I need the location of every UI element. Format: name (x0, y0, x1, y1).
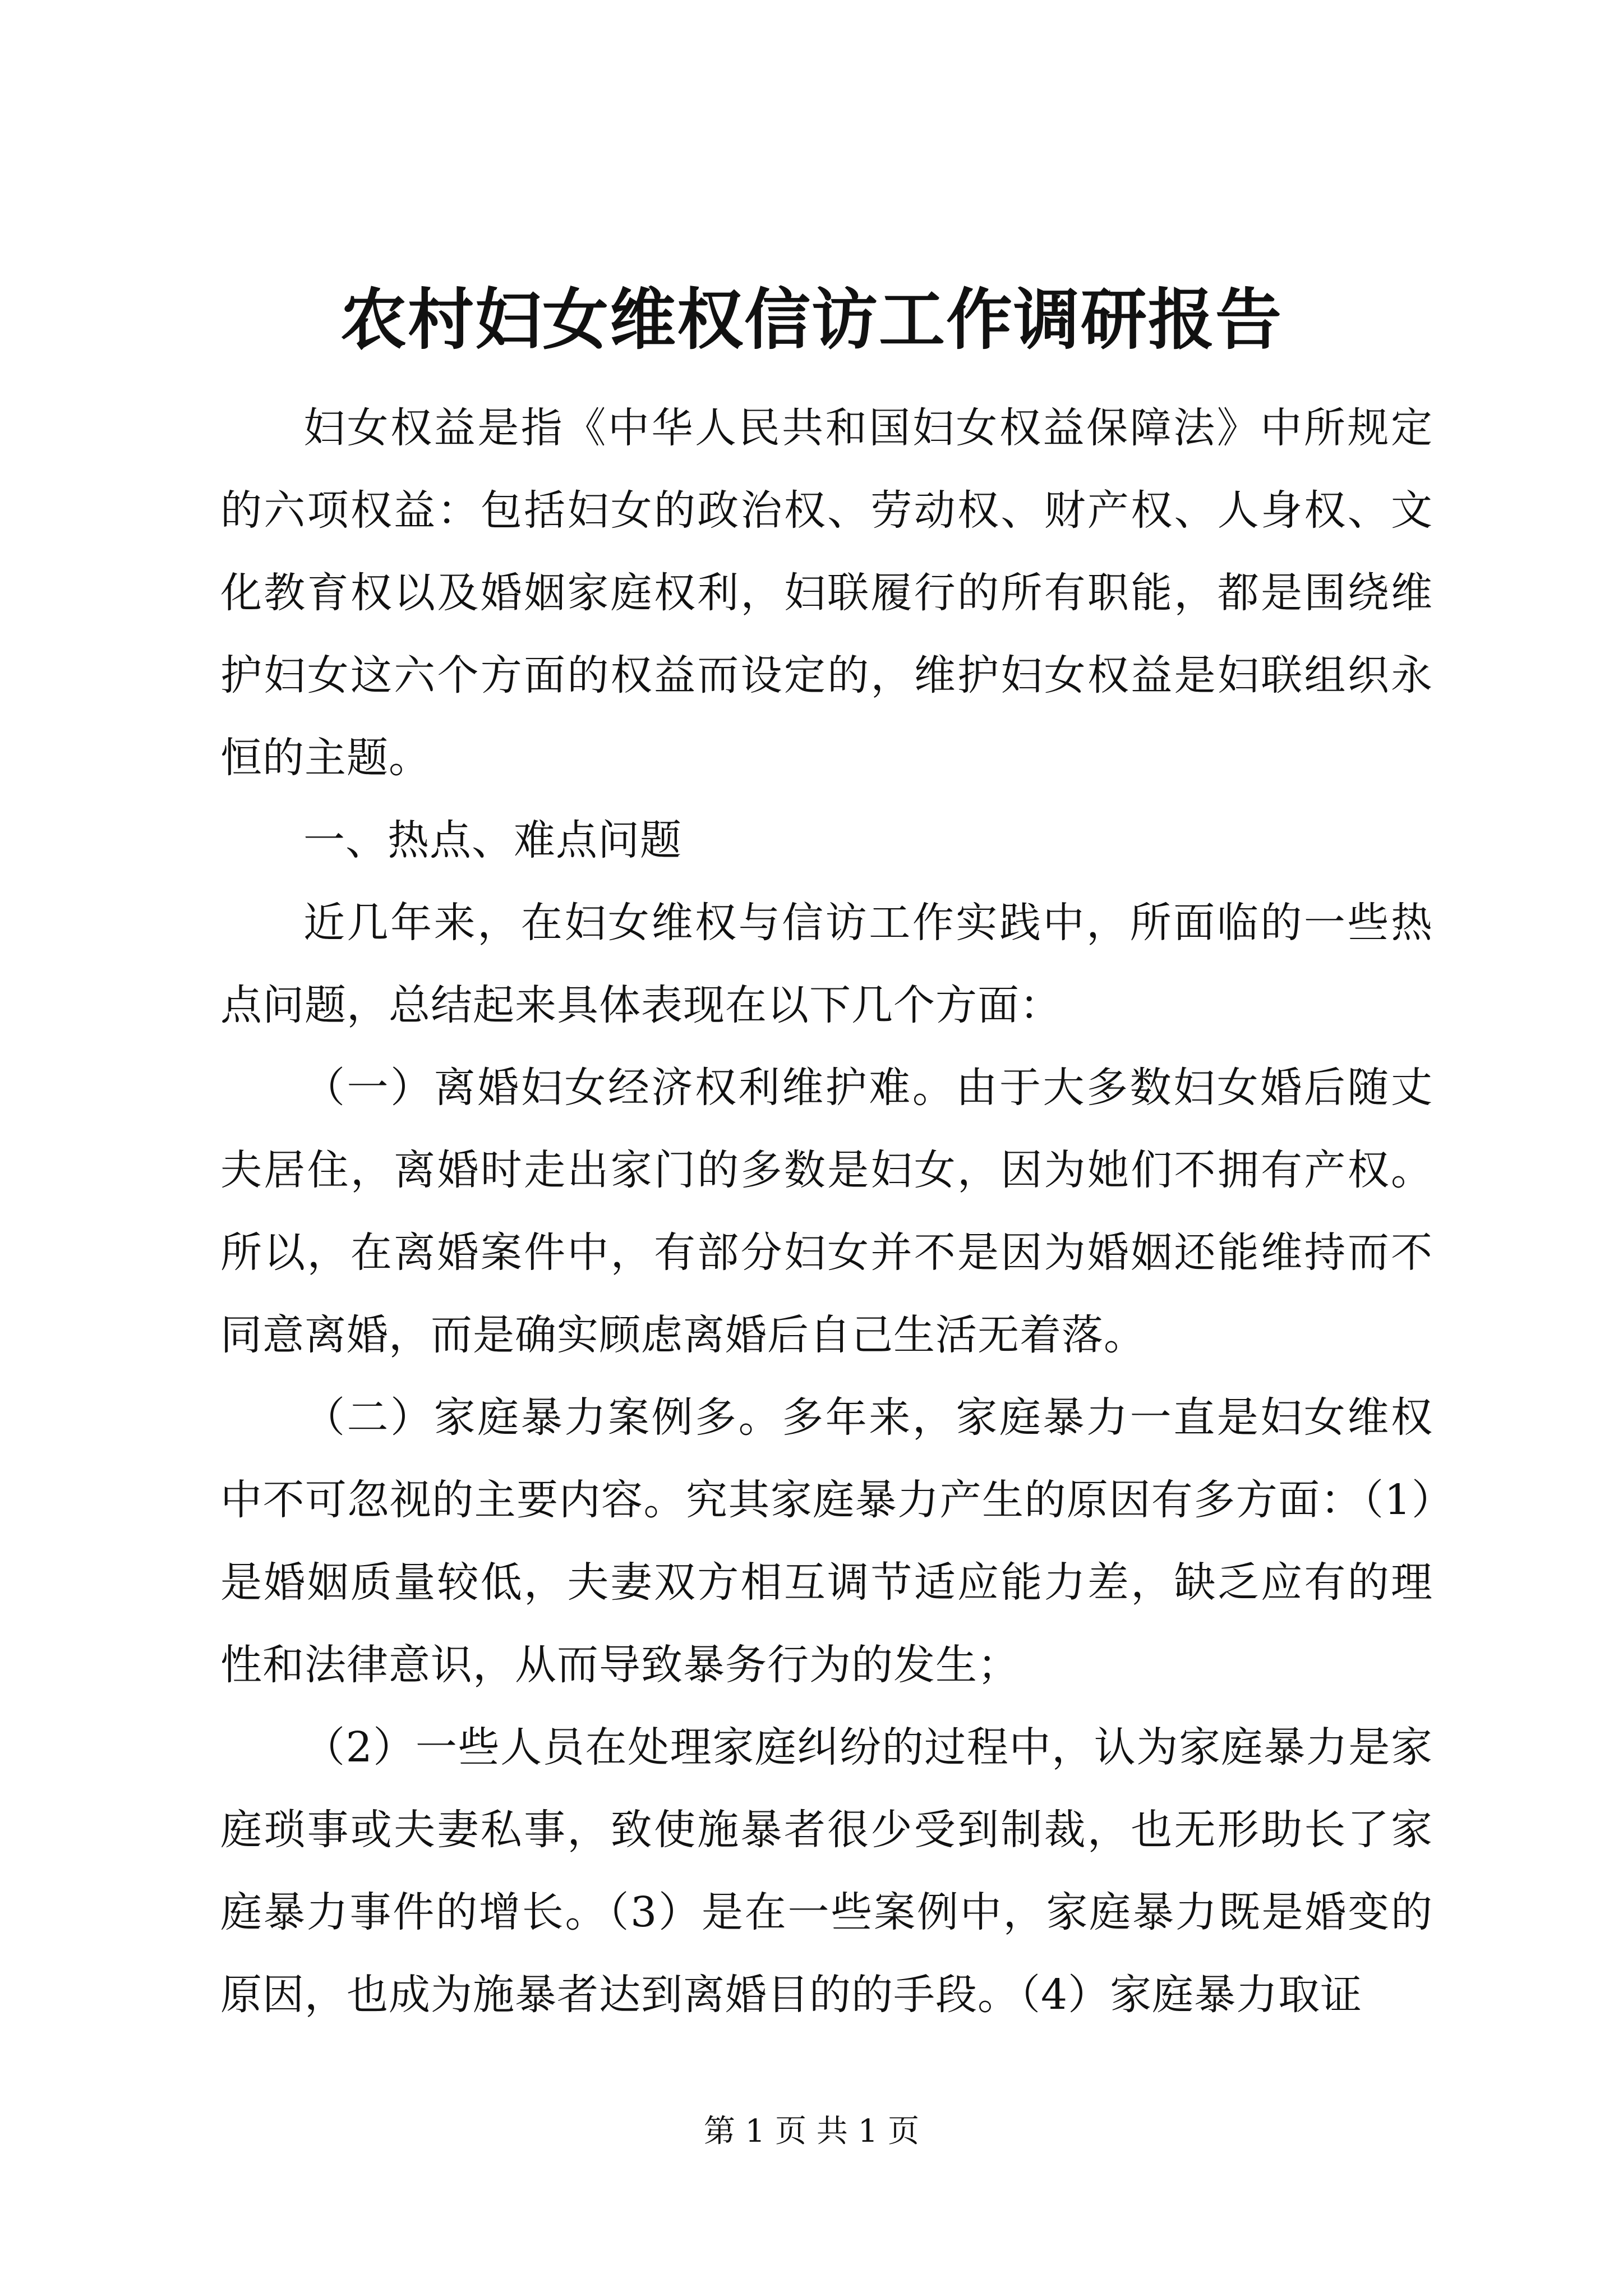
paragraph-overview: 近几年来，在妇女维权与信访工作实践中，所面临的一些热点问题，总结起来具体表现在以下几个方面： (220, 899, 1433, 1029)
section-heading: 一、热点、难点问题 (303, 816, 682, 864)
document-body (220, 387, 1433, 2036)
document-title: 农村妇女维权信访工作调研报告 (340, 280, 1283, 358)
paragraph-point-2: （二）家庭暴力案例多。多年来，家庭暴力一直是妇女维权中不可忽视的主要内容。究其家庭暴力产生的原因有多方面：（1）是婚姻质量较低，夫妻双方相互调节适应能力差，缺乏应有的理性和法律意识，从而导致暴务行为的发生； (220, 1393, 1433, 1689)
paragraph-point-1: （一）离婚妇女经济权利维护难。由于大多数妇女婚后随丈夫居住，离婚时走出家门的多数是妇女，因为她们不拥有产权。所以，在离婚案件中，有部分妇女并不是因为婚姻还能维持而不同意离婚，而是确实顾虑离婚后自己生活无着落。 (220, 1064, 1433, 1359)
paragraph-intro: 妇女权益是指《中华人民共和国妇女权益保障法》中所规定的六项权益：包括妇女的政治权、劳动权、财产权、人身权、文化教育权以及婚姻家庭权利，妇联履行的所有职能，都是围绕维护妇女这六个方面的权益而设定的，维护妇女权益是妇联组织永恒的主题。 (220, 404, 1433, 782)
paragraph-point-2-continued: （2）一些人员在处理家庭纠纷的过程中，认为家庭暴力是家庭琐事或夫妻私事，致使施暴者很少受到制裁，也无形助长了家庭暴力事件的增长。（3）是在一些案例中，家庭暴力既是婚变的原因，也成为施暴者达到离婚目的的手段。（4）家庭暴力取证 (220, 1723, 1433, 2019)
page-footer: 第 1 页 共 1 页 (703, 2113, 920, 2150)
